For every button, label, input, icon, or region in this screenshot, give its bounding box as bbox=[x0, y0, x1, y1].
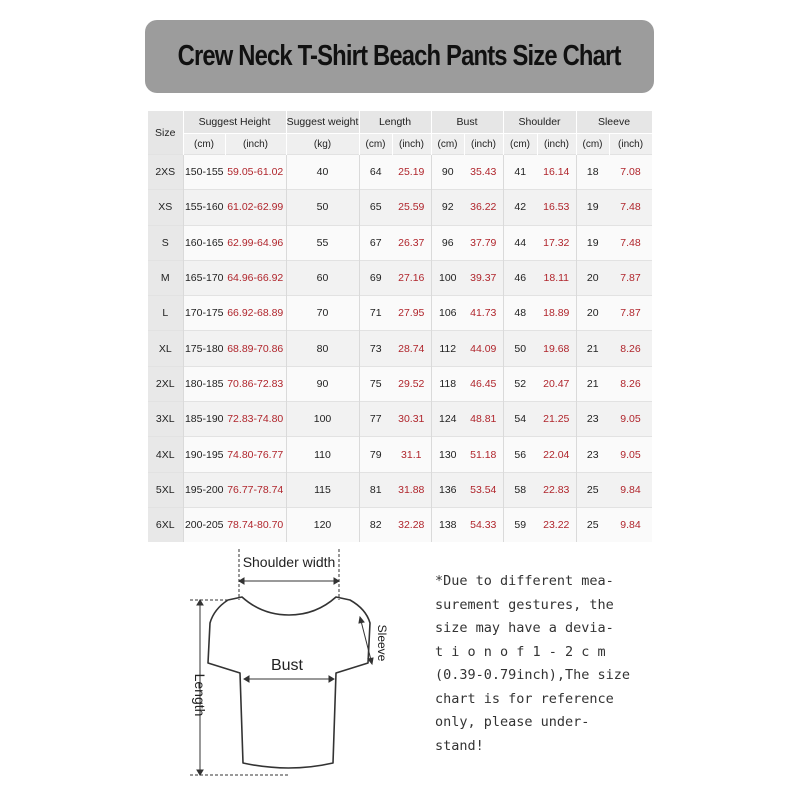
length-label: Length bbox=[192, 673, 208, 717]
table-cell: 37.79 bbox=[464, 225, 503, 260]
table-cell: 64.96-66.92 bbox=[225, 260, 286, 295]
table-cell: 81 bbox=[359, 472, 392, 507]
table-cell: 7.48 bbox=[609, 190, 652, 225]
table-cell: 18.11 bbox=[537, 260, 576, 295]
table-cell: 61.02-62.99 bbox=[225, 190, 286, 225]
table-cell: 7.48 bbox=[609, 225, 652, 260]
table-cell: 31.1 bbox=[392, 437, 431, 472]
table-cell: 22.04 bbox=[537, 437, 576, 472]
table-row bbox=[148, 366, 652, 401]
table-cell: 25 bbox=[576, 507, 609, 542]
table-cell: 185-190 bbox=[183, 402, 225, 437]
table-cell: 70.86-72.83 bbox=[225, 366, 286, 401]
table-cell: 136 bbox=[431, 472, 464, 507]
table-cell: 39.37 bbox=[464, 260, 503, 295]
table-cell: 7.87 bbox=[609, 260, 652, 295]
table-cell: 130 bbox=[431, 437, 464, 472]
table-cell: 110 bbox=[286, 437, 359, 472]
unit-header: (cm) bbox=[431, 134, 464, 155]
table-cell: 23 bbox=[576, 437, 609, 472]
table-cell: 54.33 bbox=[464, 507, 503, 542]
table-cell: 22.83 bbox=[537, 472, 576, 507]
size-label-cell: XS bbox=[148, 190, 183, 225]
table-cell: 150-155 bbox=[183, 155, 225, 190]
table-cell: 65 bbox=[359, 190, 392, 225]
table-cell: 20 bbox=[576, 260, 609, 295]
column-group-header: Suggest Height bbox=[183, 111, 286, 134]
table-cell: 21.25 bbox=[537, 402, 576, 437]
table-cell: 52 bbox=[503, 366, 537, 401]
tshirt-outline-icon bbox=[208, 597, 370, 768]
unit-header: (kg) bbox=[286, 134, 359, 155]
table-cell: 77 bbox=[359, 402, 392, 437]
note-line: *Due to different mea- bbox=[435, 573, 614, 589]
table-cell: 66.92-68.89 bbox=[225, 296, 286, 331]
table-cell: 106 bbox=[431, 296, 464, 331]
table-cell: 27.95 bbox=[392, 296, 431, 331]
sleeve-label: Sleeve bbox=[375, 624, 389, 662]
size-chart-table bbox=[148, 111, 653, 542]
table-cell: 59 bbox=[503, 507, 537, 542]
table-row bbox=[148, 155, 652, 190]
column-group-header: Length bbox=[359, 111, 431, 134]
table-cell: 78.74-80.70 bbox=[225, 507, 286, 542]
column-group-header: Sleeve bbox=[576, 111, 652, 134]
table-cell: 50 bbox=[286, 190, 359, 225]
table-cell: 44 bbox=[503, 225, 537, 260]
table-cell: 69 bbox=[359, 260, 392, 295]
table-row bbox=[148, 260, 652, 295]
table-cell: 16.53 bbox=[537, 190, 576, 225]
table-cell: 200-205 bbox=[183, 507, 225, 542]
unit-header: (cm) bbox=[359, 134, 392, 155]
table-cell: 70 bbox=[286, 296, 359, 331]
table-cell: 82 bbox=[359, 507, 392, 542]
table-cell: 175-180 bbox=[183, 331, 225, 366]
table-cell: 73 bbox=[359, 331, 392, 366]
table-header-groups bbox=[148, 111, 652, 134]
table-cell: 41 bbox=[503, 155, 537, 190]
table-cell: 16.14 bbox=[537, 155, 576, 190]
table-cell: 68.89-70.86 bbox=[225, 331, 286, 366]
column-group-header: Shoulder bbox=[503, 111, 576, 134]
table-cell: 26.37 bbox=[392, 225, 431, 260]
size-label-cell: XL bbox=[148, 331, 183, 366]
table-cell: 19 bbox=[576, 190, 609, 225]
table-cell: 195-200 bbox=[183, 472, 225, 507]
table-cell: 19 bbox=[576, 225, 609, 260]
note-line: stand! bbox=[435, 737, 484, 754]
table-cell: 44.09 bbox=[464, 331, 503, 366]
table-cell: 90 bbox=[431, 155, 464, 190]
table-cell: 25 bbox=[576, 472, 609, 507]
unit-header: (inch) bbox=[392, 134, 431, 155]
table-cell: 20.47 bbox=[537, 366, 576, 401]
table-cell: 180-185 bbox=[183, 366, 225, 401]
table-cell: 51.18 bbox=[464, 437, 503, 472]
table-cell: 27.16 bbox=[392, 260, 431, 295]
table-header-units bbox=[148, 134, 652, 155]
table-cell: 56 bbox=[503, 437, 537, 472]
unit-header: (inch) bbox=[225, 134, 286, 155]
table-cell: 74.80-76.77 bbox=[225, 437, 286, 472]
table-cell: 165-170 bbox=[183, 260, 225, 295]
size-label-cell: 5XL bbox=[148, 472, 183, 507]
table-row bbox=[148, 331, 652, 366]
table-cell: 25.59 bbox=[392, 190, 431, 225]
table-cell: 20 bbox=[576, 296, 609, 331]
table-cell: 58 bbox=[503, 472, 537, 507]
unit-header: (inch) bbox=[464, 134, 503, 155]
table-cell: 138 bbox=[431, 507, 464, 542]
table-cell: 100 bbox=[286, 402, 359, 437]
table-cell: 53.54 bbox=[464, 472, 503, 507]
table-cell: 7.87 bbox=[609, 296, 652, 331]
table-cell: 19.68 bbox=[537, 331, 576, 366]
table-cell: 118 bbox=[431, 366, 464, 401]
note-line: (0.39-0.79inch),The size bbox=[435, 667, 631, 683]
tshirt-measurement-diagram bbox=[180, 545, 400, 790]
table-cell: 32.28 bbox=[392, 507, 431, 542]
table-cell: 60 bbox=[286, 260, 359, 295]
table-cell: 29.52 bbox=[392, 366, 431, 401]
table-cell: 7.08 bbox=[609, 155, 652, 190]
title-banner bbox=[145, 20, 654, 93]
table-cell: 46 bbox=[503, 260, 537, 295]
table-row bbox=[148, 402, 652, 437]
table-cell: 9.84 bbox=[609, 507, 652, 542]
table-cell: 31.88 bbox=[392, 472, 431, 507]
size-label-cell: S bbox=[148, 225, 183, 260]
unit-header: (cm) bbox=[183, 134, 225, 155]
table-row bbox=[148, 225, 652, 260]
note-line: chart is for reference bbox=[435, 690, 614, 707]
table-cell: 76.77-78.74 bbox=[225, 472, 286, 507]
table-cell: 46.45 bbox=[464, 366, 503, 401]
table-cell: 72.83-74.80 bbox=[225, 402, 286, 437]
shoulder-width-label: Shoulder width bbox=[242, 554, 336, 570]
table-cell: 112 bbox=[431, 331, 464, 366]
table-cell: 23.22 bbox=[537, 507, 576, 542]
table-cell: 79 bbox=[359, 437, 392, 472]
bust-label: Bust bbox=[270, 657, 304, 674]
note-line: size may have a devia- bbox=[435, 620, 614, 636]
unit-header: (cm) bbox=[576, 134, 609, 155]
table-cell: 75 bbox=[359, 366, 392, 401]
table-cell: 18.89 bbox=[537, 296, 576, 331]
table-cell: 9.05 bbox=[609, 402, 652, 437]
note-line: surement gestures, the bbox=[435, 596, 614, 613]
table-cell: 9.05 bbox=[609, 437, 652, 472]
table-row bbox=[148, 472, 652, 507]
table-cell: 155-160 bbox=[183, 190, 225, 225]
table-cell: 23 bbox=[576, 402, 609, 437]
table-cell: 124 bbox=[431, 402, 464, 437]
table-cell: 8.26 bbox=[609, 366, 652, 401]
note-line: t i o n o f 1 - 2 c m bbox=[435, 643, 606, 660]
table-cell: 120 bbox=[286, 507, 359, 542]
table-cell: 30.31 bbox=[392, 402, 431, 437]
table-cell: 48.81 bbox=[464, 402, 503, 437]
column-group-header: Bust bbox=[431, 111, 503, 134]
table-cell: 41.73 bbox=[464, 296, 503, 331]
table-cell: 67 bbox=[359, 225, 392, 260]
table-cell: 50 bbox=[503, 331, 537, 366]
table-cell: 21 bbox=[576, 366, 609, 401]
table-cell: 92 bbox=[431, 190, 464, 225]
page-title: Crew Neck T-Shirt Beach Pants Size Chart bbox=[178, 40, 621, 72]
unit-header: (cm) bbox=[503, 134, 537, 155]
table-cell: 55 bbox=[286, 225, 359, 260]
table-cell: 170-175 bbox=[183, 296, 225, 331]
size-column-header: Size bbox=[148, 111, 183, 155]
table-cell: 100 bbox=[431, 260, 464, 295]
table-cell: 71 bbox=[359, 296, 392, 331]
size-label-cell: M bbox=[148, 260, 183, 295]
table-cell: 18 bbox=[576, 155, 609, 190]
table-cell: 35.43 bbox=[464, 155, 503, 190]
table-cell: 160-165 bbox=[183, 225, 225, 260]
table-cell: 190-195 bbox=[183, 437, 225, 472]
size-label-cell: 4XL bbox=[148, 437, 183, 472]
table-row bbox=[148, 437, 652, 472]
table-cell: 40 bbox=[286, 155, 359, 190]
size-label-cell: 6XL bbox=[148, 507, 183, 542]
table-row bbox=[148, 296, 652, 331]
table-cell: 8.26 bbox=[609, 331, 652, 366]
table-cell: 96 bbox=[431, 225, 464, 260]
table-cell: 54 bbox=[503, 402, 537, 437]
size-label-cell: 3XL bbox=[148, 402, 183, 437]
table-cell: 25.19 bbox=[392, 155, 431, 190]
table-cell: 42 bbox=[503, 190, 537, 225]
table-cell: 59.05-61.02 bbox=[225, 155, 286, 190]
table-cell: 90 bbox=[286, 366, 359, 401]
table-cell: 9.84 bbox=[609, 472, 652, 507]
size-label-cell: L bbox=[148, 296, 183, 331]
table-cell: 115 bbox=[286, 472, 359, 507]
table-cell: 21 bbox=[576, 331, 609, 366]
table-cell: 28.74 bbox=[392, 331, 431, 366]
table-cell: 64 bbox=[359, 155, 392, 190]
size-label-cell: 2XS bbox=[148, 155, 183, 190]
table-row bbox=[148, 190, 652, 225]
note-line: only, please under- bbox=[435, 714, 590, 730]
table-cell: 36.22 bbox=[464, 190, 503, 225]
table-row bbox=[148, 507, 652, 542]
table-cell: 17.32 bbox=[537, 225, 576, 260]
size-disclaimer-note bbox=[435, 570, 655, 758]
table-cell: 62.99-64.96 bbox=[225, 225, 286, 260]
table-cell: 48 bbox=[503, 296, 537, 331]
unit-header: (inch) bbox=[537, 134, 576, 155]
column-group-header: Suggest weight bbox=[286, 111, 359, 134]
unit-header: (inch) bbox=[609, 134, 652, 155]
size-label-cell: 2XL bbox=[148, 366, 183, 401]
table-cell: 80 bbox=[286, 331, 359, 366]
